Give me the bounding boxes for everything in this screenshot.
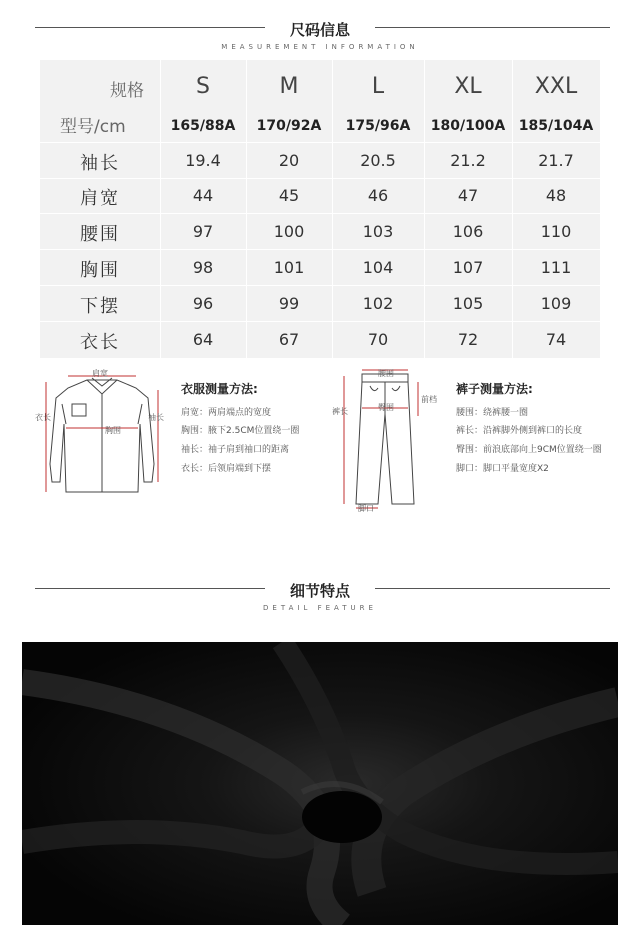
table-cell: 109 [540,294,572,313]
table-cell: 100 [273,222,305,241]
table-cell: 105 [452,294,484,313]
fabric-detail-image [22,642,618,925]
pants-waist-label: 腰围 [378,369,394,378]
grid-vline [332,60,333,358]
size-label: M [279,74,299,99]
grid-vline [160,60,161,358]
table-cell: 103 [362,222,394,241]
table-cell: 96 [192,294,214,313]
table-cell: 47 [457,186,479,205]
table-corner-model: 型号/cm [60,117,126,137]
table-cell: 48 [545,186,567,205]
size-section-subtitle: MEASUREMENT INFORMATION [221,43,419,51]
table-cell: 98 [192,258,214,277]
row-label: 衣长 [80,332,120,353]
size-code: 185/104A [518,118,594,134]
detail-section-title: 细节特点 [289,582,350,600]
size-code: 165/88A [170,118,236,134]
grid-hline [40,142,600,143]
table-cell: 21.2 [450,151,486,170]
table-cell: 20.5 [360,151,396,170]
table-cell: 99 [278,294,300,313]
shirt-method-item: 肩宽：两肩端点的宽度 [181,408,272,418]
table-cell: 19.4 [185,151,221,170]
table-cell: 97 [192,222,214,241]
size-table [40,60,600,358]
table-cell: 64 [192,330,214,349]
detail-section-subtitle: DETAIL FEATURE [263,604,377,612]
grid-hline [40,178,600,179]
table-cell: 74 [545,330,567,349]
grid-vline [424,60,425,358]
row-label: 肩宽 [80,188,120,209]
table-cell: 101 [273,258,305,277]
size-code: 170/92A [256,118,322,134]
size-label: XXL [534,74,578,99]
table-cell: 110 [540,222,572,241]
size-label: L [371,74,385,99]
pants-rise-label: 前档 [421,395,437,404]
shirt-shoulder-label: 肩宽 [92,369,108,378]
row-label: 下摆 [80,296,120,317]
fabric-texture-icon [22,642,618,925]
shirt-method-item: 胸围：腋下2.5CM位置绕一圈 [181,426,300,436]
pants-diagram-icon [330,364,445,512]
table-cell: 44 [192,186,214,205]
grid-hline [40,249,600,250]
table-cell: 72 [457,330,479,349]
table-cell: 107 [452,258,484,277]
row-label: 袖长 [80,153,120,174]
pants-method-item: 脚口：脚口平量宽度X2 [456,464,549,474]
pants-hem-label: 脚口 [358,504,374,513]
grid-hline [40,285,600,286]
pants-length-label: 裤长 [332,407,348,416]
table-cell: 102 [362,294,394,313]
table-cell: 70 [367,330,389,349]
size-code: 175/96A [345,118,411,134]
shirt-length-label: 衣长 [35,413,51,422]
table-cell: 106 [452,222,484,241]
table-cell: 21.7 [538,151,574,170]
size-code: 180/100A [430,118,506,134]
row-label: 胸围 [80,260,120,281]
table-cell: 111 [540,258,572,277]
table-cell: 45 [278,186,300,205]
pants-method-item: 腰围：绕裤腰一圈 [456,408,529,418]
size-section-title: 尺码信息 [289,21,350,39]
shirt-chest-label: 胸围 [105,426,121,435]
shirt-method-title: 衣服测量方法: [181,382,258,396]
table-cell: 20 [278,151,300,170]
table-cell: 67 [278,330,300,349]
grid-vline [512,60,513,358]
shirt-sleeve-label: 袖长 [148,413,164,422]
shirt-diagram-icon [32,364,172,504]
shirt-method-item: 衣长：后领肩端到下摆 [181,464,272,474]
grid-hline [40,321,600,322]
table-cell: 46 [367,186,389,205]
pants-method-item: 裤长：沿裤脚外侧到裤口的长度 [456,426,583,436]
grid-vline [246,60,247,358]
pants-method-item: 臀围：前浪底部向上9CM位置绕一圈 [456,445,602,455]
size-label: XL [454,74,482,99]
grid-hline [40,213,600,214]
table-corner-spec: 规格 [110,81,144,101]
size-label: S [196,74,210,99]
table-cell: 104 [362,258,394,277]
row-label: 腰围 [80,224,120,245]
pants-method-title: 裤子测量方法: [456,382,533,396]
shirt-method-item: 袖长：袖子肩到袖口的距离 [181,445,290,455]
pants-hip-label: 臀围 [378,403,394,412]
